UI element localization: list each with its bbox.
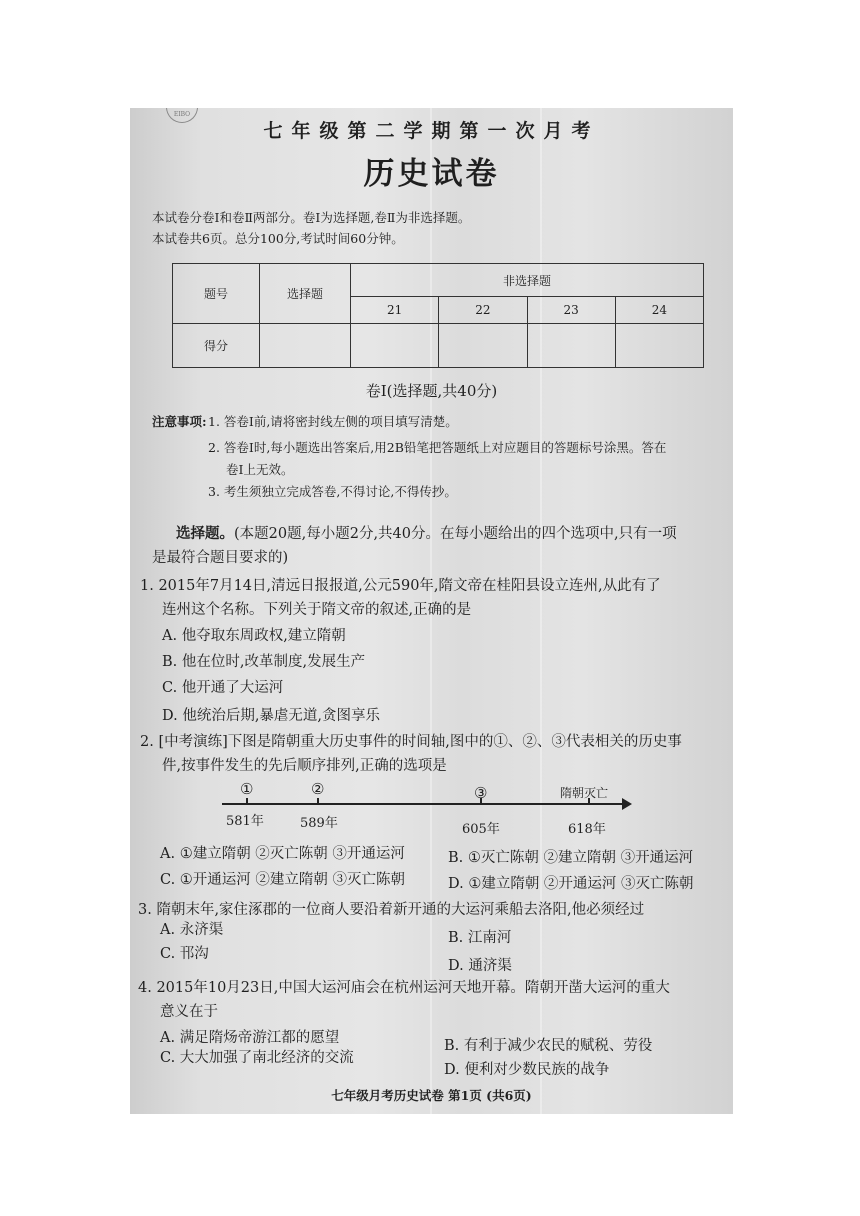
question-2-option-b[interactable]: B. ①灭亡陈朝 ②建立隋朝 ③开通运河	[448, 850, 694, 866]
notes-label: 注意事项:	[152, 414, 207, 429]
question-4-option-b[interactable]: B. 有利于减少农民的赋税、劳役	[444, 1038, 653, 1054]
note-item: 3. 考生须独立完成答卷,不得讨论,不得传抄。	[208, 484, 457, 499]
section-title: 卷Ⅰ(选择题,共40分)	[365, 382, 498, 400]
score-cell[interactable]	[527, 324, 615, 368]
question-4-option-d[interactable]: D. 便利对少数民族的战争	[444, 1062, 610, 1078]
score-cell[interactable]	[439, 324, 527, 368]
question-2-option-c[interactable]: C. ①开通运河 ②建立隋朝 ③灭亡陈朝	[160, 872, 406, 888]
row-header-score: 得分	[173, 324, 260, 368]
timeline-mark: 隋朝灭亡	[560, 786, 609, 800]
col-header-tihao: 题号	[173, 264, 260, 324]
question-number: 24	[615, 297, 703, 324]
score-table	[172, 263, 704, 368]
question-1-stem-line2: 连州这个名称。下列关于隋文帝的叙述,正确的是	[162, 602, 472, 618]
page-footer: 七年级月考历史试卷 第1页 (共6页)	[331, 1088, 532, 1103]
intro-line: 本试卷共6页。总分100分,考试时间60分钟。	[152, 231, 404, 246]
exam-title: 七年级第二学期第一次月考	[263, 120, 600, 142]
choice-intro	[176, 522, 677, 543]
col-header-choice: 选择题	[260, 264, 351, 324]
exam-subtitle: 历史试卷	[363, 156, 500, 192]
question-number: 23	[527, 297, 615, 324]
question-3-option-c[interactable]: C. 邗沟	[160, 946, 209, 962]
note-item: 1. 答卷Ⅰ前,请将密封线左侧的项目填写清楚。	[208, 414, 458, 429]
score-cell[interactable]	[615, 324, 703, 368]
question-4-stem: 4. 2015年10月23日,中国大运河庙会在杭州运河天地开幕。隋朝开凿大运河的重大	[138, 980, 670, 996]
note-item: 卷Ⅰ上无效。	[226, 462, 294, 477]
question-3-option-a[interactable]: A. 永济渠	[160, 922, 224, 938]
timeline-mark: ①	[240, 780, 254, 798]
timeline-year: 605年	[462, 822, 500, 837]
question-3-stem: 3. 隋朝末年,家住涿郡的一位商人要沿着新开通的大运河乘船去洛阳,他必须经过	[138, 902, 645, 918]
timeline-tick	[246, 798, 248, 804]
timeline-arrow-icon	[622, 798, 632, 810]
question-1-option-c[interactable]: C. 他开通了大运河	[162, 680, 284, 696]
question-2-stem-line2: 件,按事件发生的先后顺序排列,正确的选项是	[162, 758, 447, 774]
score-cell[interactable]	[351, 324, 439, 368]
question-2-stem: 2. [中考演练]下图是隋朝重大历史事件的时间轴,图中的①、②、③代表相关的历史事	[140, 734, 682, 750]
question-1-stem: 1. 2015年7月14日,清远日报报道,公元590年,隋文帝在桂阳县设立连州,从此有了	[140, 578, 661, 594]
question-4-option-c[interactable]: C. 大大加强了南北经济的交流	[160, 1050, 354, 1066]
question-1-option-b[interactable]: B. 他在位时,改革制度,发展生产	[162, 654, 366, 670]
question-4-option-a[interactable]: A. 满足隋炀帝游江都的愿望	[160, 1030, 340, 1046]
question-2-option-d[interactable]: D. ①建立隋朝 ②开通运河 ③灭亡陈朝	[448, 876, 694, 892]
timeline-tick	[317, 798, 319, 804]
timeline-mark: ③	[474, 784, 488, 802]
timeline-year: 581年	[226, 814, 264, 829]
choice-intro-line2: 是最符合题目要求的)	[152, 550, 289, 566]
question-number: 22	[439, 297, 527, 324]
question-1-option-d[interactable]: D. 他统治后期,暴虐无道,贪图享乐	[162, 708, 381, 724]
note-item: 2. 答卷Ⅰ时,每小题选出答案后,用2B铅笔把答题纸上对应题目的答题标号涂黑。答在	[208, 440, 667, 455]
col-header-nonchoice: 非选择题	[351, 264, 704, 297]
question-number: 21	[351, 297, 439, 324]
question-2-timeline	[222, 776, 642, 836]
choice-intro-bold: 选择题。	[176, 525, 234, 542]
school-seal: EIBO	[166, 108, 198, 123]
paper-crease	[540, 108, 542, 1114]
question-1-option-a[interactable]: A. 他夺取东周政权,建立隋朝	[162, 628, 346, 644]
timeline-year: 618年	[568, 822, 606, 837]
score-cell[interactable]	[260, 324, 351, 368]
question-3-option-b[interactable]: B. 江南河	[448, 930, 512, 946]
question-4-stem-line2: 意义在于	[160, 1004, 218, 1020]
exam-paper	[130, 108, 733, 1114]
timeline-mark: ②	[311, 780, 325, 798]
intro-line: 本试卷分卷Ⅰ和卷Ⅱ两部分。卷Ⅰ为选择题,卷Ⅱ为非选择题。	[152, 210, 471, 225]
question-2-option-a[interactable]: A. ①建立隋朝 ②灭亡陈朝 ③开通运河	[160, 846, 405, 862]
question-3-option-d[interactable]: D. 通济渠	[448, 958, 512, 974]
timeline-year: 589年	[300, 816, 338, 831]
choice-intro-text: (本题20题,每小题2分,共40分。在每小题给出的四个选项中,只有一项	[234, 526, 677, 542]
timeline-axis	[222, 803, 625, 805]
